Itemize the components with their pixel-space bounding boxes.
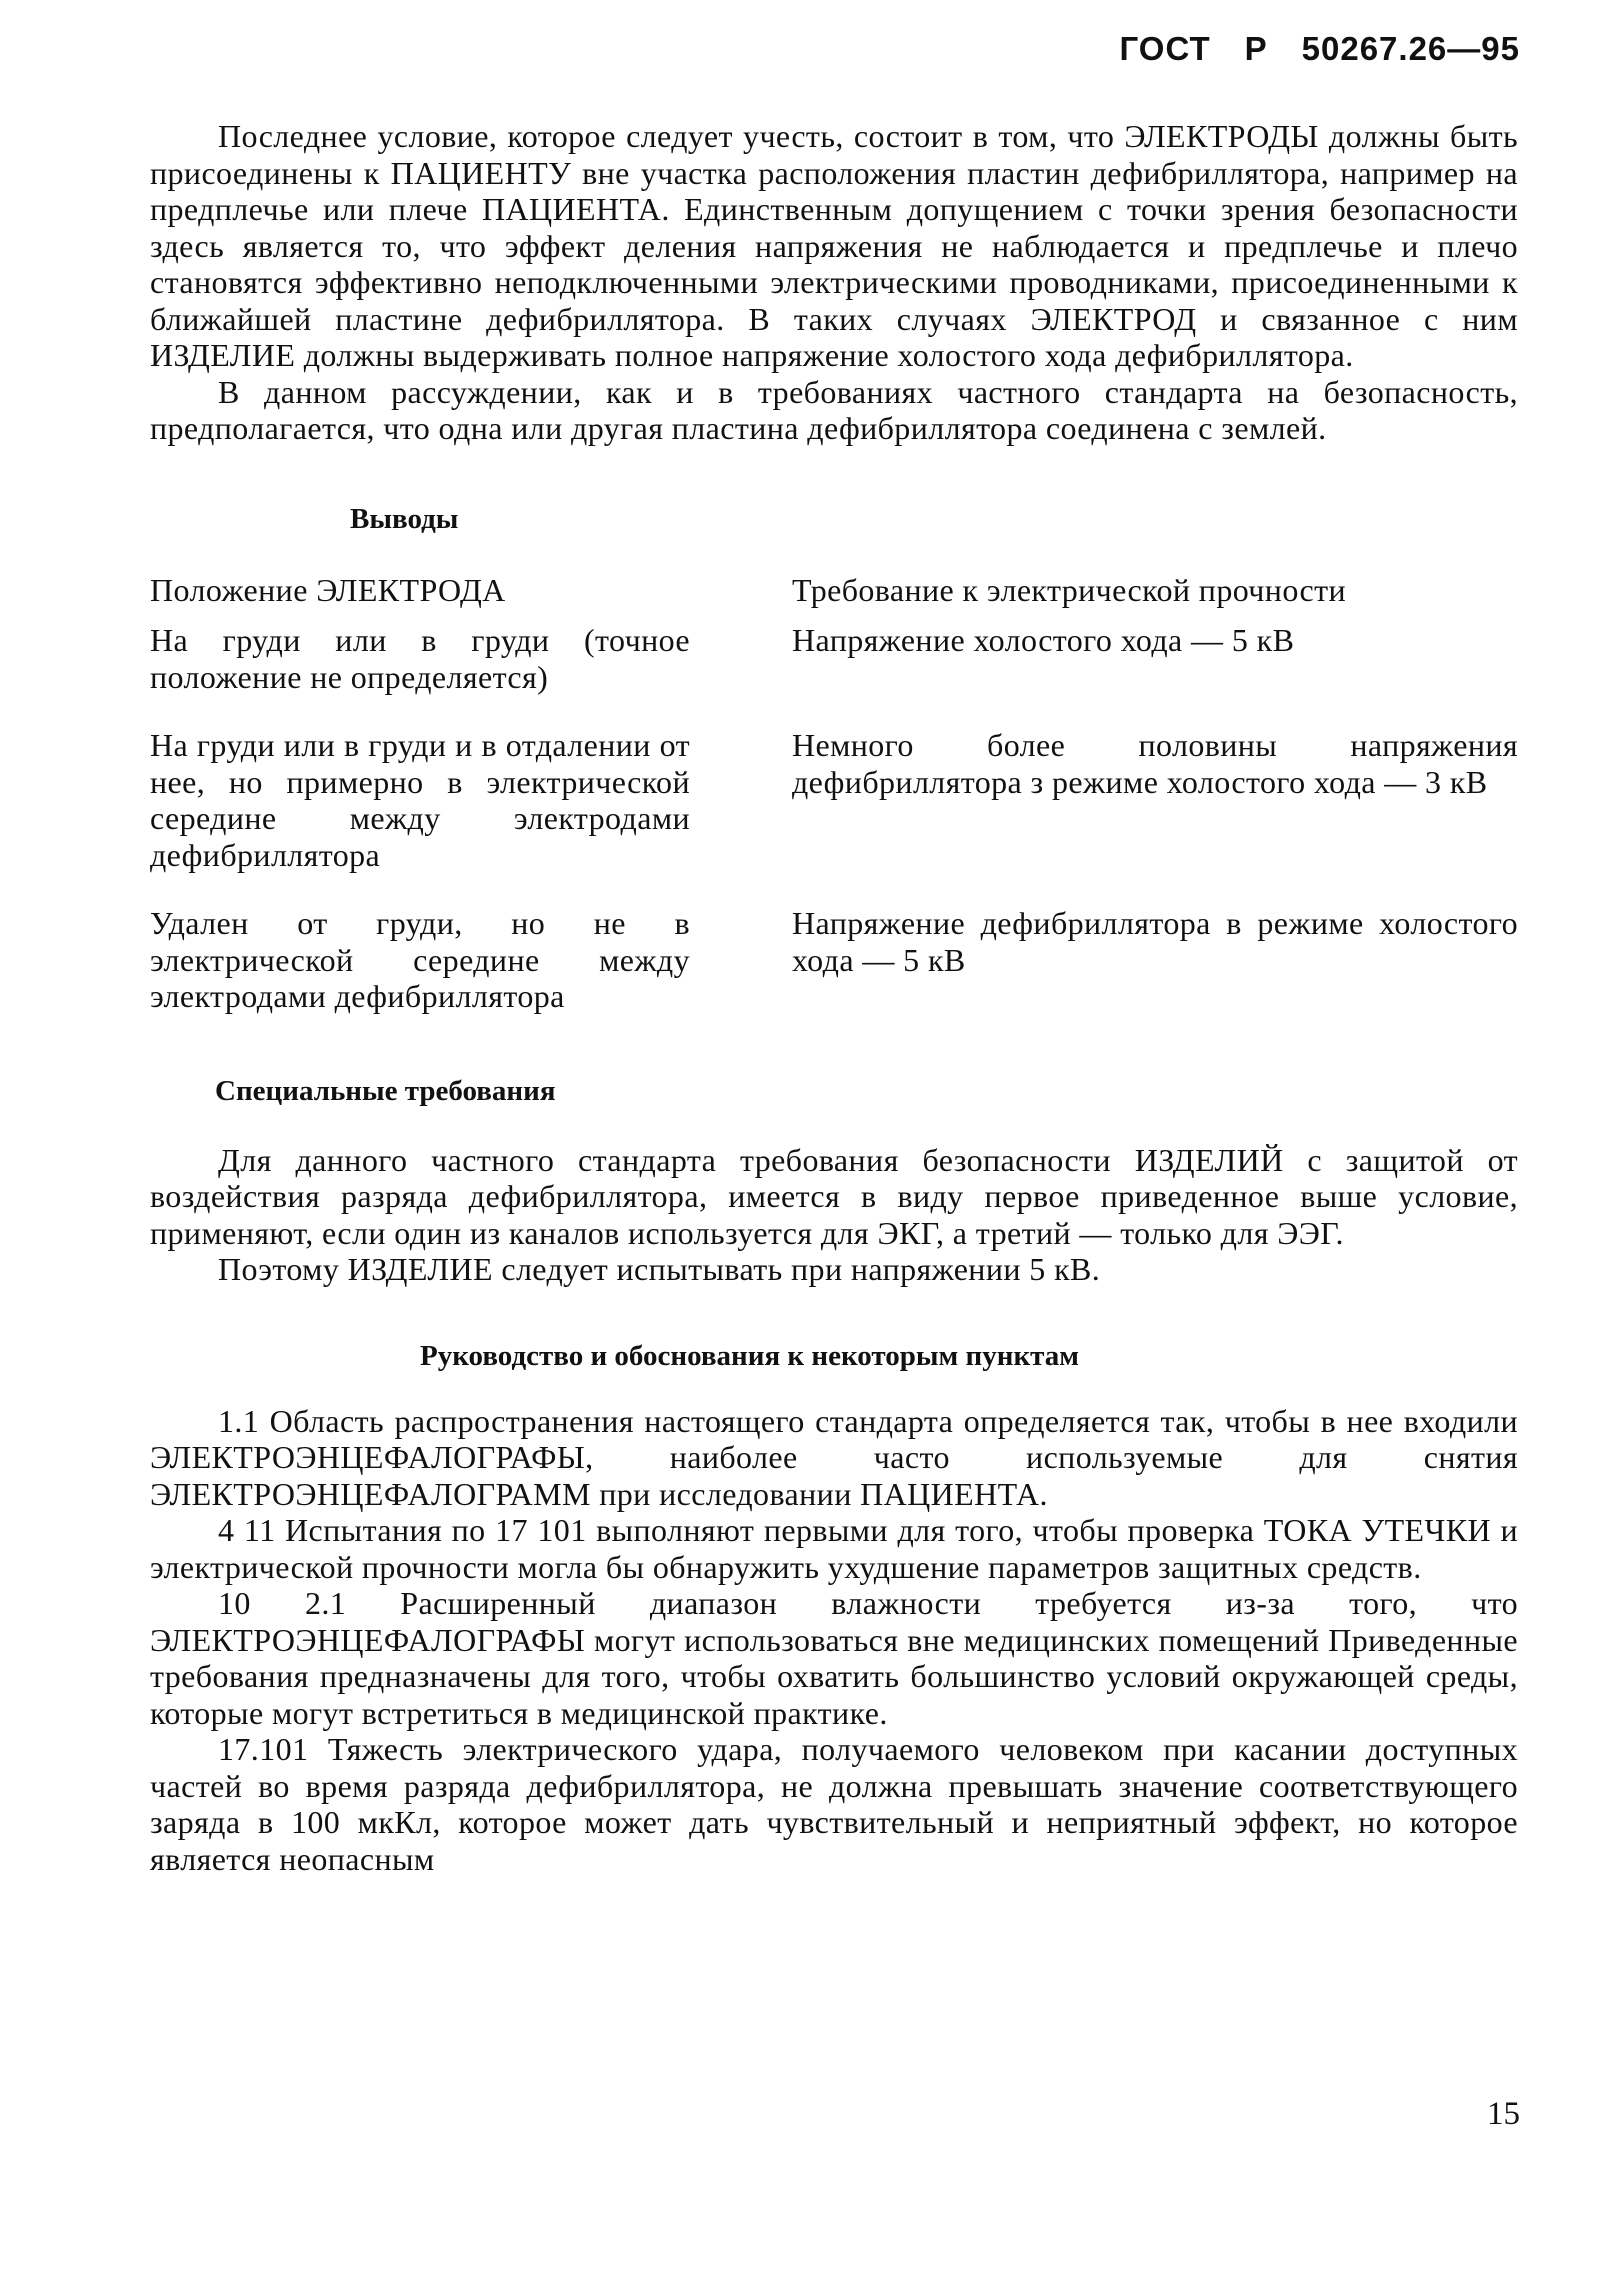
header-letter: Р	[1244, 30, 1268, 67]
conclusions-heading: Выводы	[350, 502, 459, 535]
guidance-paragraph: 17.101 Тяжесть электрического удара, получаемого человеком при касании доступных частей во время разряда дефибриллятора, не должна превышать значение соответствующего заряда в 100 мкКл, которое может дать чувствительный и неприятный эффект, но которое является неопасным	[150, 1731, 1518, 1877]
guidance-paragraph: 10 2.1 Расширенный диапазон влажности требуется из-за того, что ЭЛЕКТРОЭНЦЕФАЛОГРАФЫ могут использоваться вне медицинских помещений Приведенные требования предназначены для того, чтобы охватить большинство условий окружающей среды, которые могут встретиться в медицинской практике.	[150, 1585, 1518, 1731]
page-header	[1120, 30, 1520, 68]
guidance-paragraph: 4 11 Испытания по 17 101 выполняют первыми для того, чтобы проверка ТОКА УТЕЧКИ и электрической прочности могла бы обнаружить ухудшение параметров защитных средств.	[150, 1512, 1518, 1585]
guidance-section	[150, 1403, 1518, 1878]
intro-paragraph: Последнее условие, которое следует учесть, состоит в том, что ЭЛЕКТРОДЫ должны быть присоединены к ПАЦИЕНТУ вне участка расположения пластин дефибриллятора, например на предплечье или плече ПАЦИЕНТА. Единственным допущением с точки зрения безопасности здесь является то, что эффект деления напряжения не наблюдается и предплечье и плечо становятся эффективно неподключенными электрическими проводниками, присоединенными к ближайшей пластине дефибриллятора. В таких случаях ЭЛЕКТРОД и связанное с ним ИЗДЕЛИЕ должны выдерживать полное напряжение холостого хода дефибриллятора.	[150, 118, 1518, 373]
guidance-paragraph: 1.1 Область распространения настоящего стандарта определяется так, чтобы в нее входили ЭЛЕКТРОЭНЦЕФАЛОГРАФЫ, наиболее часто используемые для снятия ЭЛЕКТРОЭНЦЕФАЛОГРАММ при исследовании ПАЦИЕНТА.	[150, 1402, 1518, 1512]
electrode-position-cell: Удален от груди, но не в электрической середине между электродами дефибриллятора	[150, 905, 690, 1014]
requirement-cell: Напряжение дефибриллятора в режиме холостого хода — 5 кВ	[792, 905, 1518, 978]
electrode-position-cell: На груди или в груди (точное положение не определяется)	[150, 622, 690, 695]
special-requirements-section	[150, 1142, 1518, 1288]
guidance-heading: Руководство и обоснования к некоторым пунктам	[420, 1339, 1079, 1372]
page-number: 15	[1487, 2096, 1520, 2132]
table-row	[150, 622, 1518, 695]
requirement-cell: Немного более половины напряжения дефибриллятора з режиме холостого хода — 3 кВ	[792, 727, 1518, 800]
column-header-requirement: Требование к электрической прочности	[792, 571, 1347, 608]
conclusions-table	[150, 572, 1518, 1015]
special-paragraph: Поэтому ИЗДЕЛИЕ следует испытывать при напряжении 5 кВ.	[218, 1251, 1101, 1287]
header-gost: ГОСТ	[1119, 30, 1211, 67]
header-standard-number: 50267.26—95	[1301, 30, 1520, 67]
table-row	[150, 727, 1518, 873]
requirement-cell: Напряжение холостого хода — 5 кВ	[792, 622, 1295, 658]
special-paragraph: Для данного частного стандарта требования безопасности ИЗДЕЛИЙ с защитой от воздействия разряда дефибриллятора, имеется в виду первое приведенное выше условие, применяют, если один из каналов используется для ЭКГ, а третий — только для ЭЭГ.	[150, 1141, 1518, 1251]
table-row	[150, 905, 1518, 1015]
column-header-position: Положение ЭЛЕКТРОДА	[150, 571, 506, 608]
page-content	[150, 118, 1518, 1877]
special-requirements-heading: Специальные требования	[215, 1074, 556, 1107]
intro-paragraph: В данном рассуждении, как и в требованиях частного стандарта на безопасность, предполагается, что одна или другая пластина дефибриллятора соединена с землей.	[150, 373, 1518, 446]
conclusions-table-header	[150, 572, 1518, 609]
electrode-position-cell: На груди или в груди и в отдалении от нее, но примерно в электрической середине между электродами дефибриллятора	[150, 727, 690, 873]
